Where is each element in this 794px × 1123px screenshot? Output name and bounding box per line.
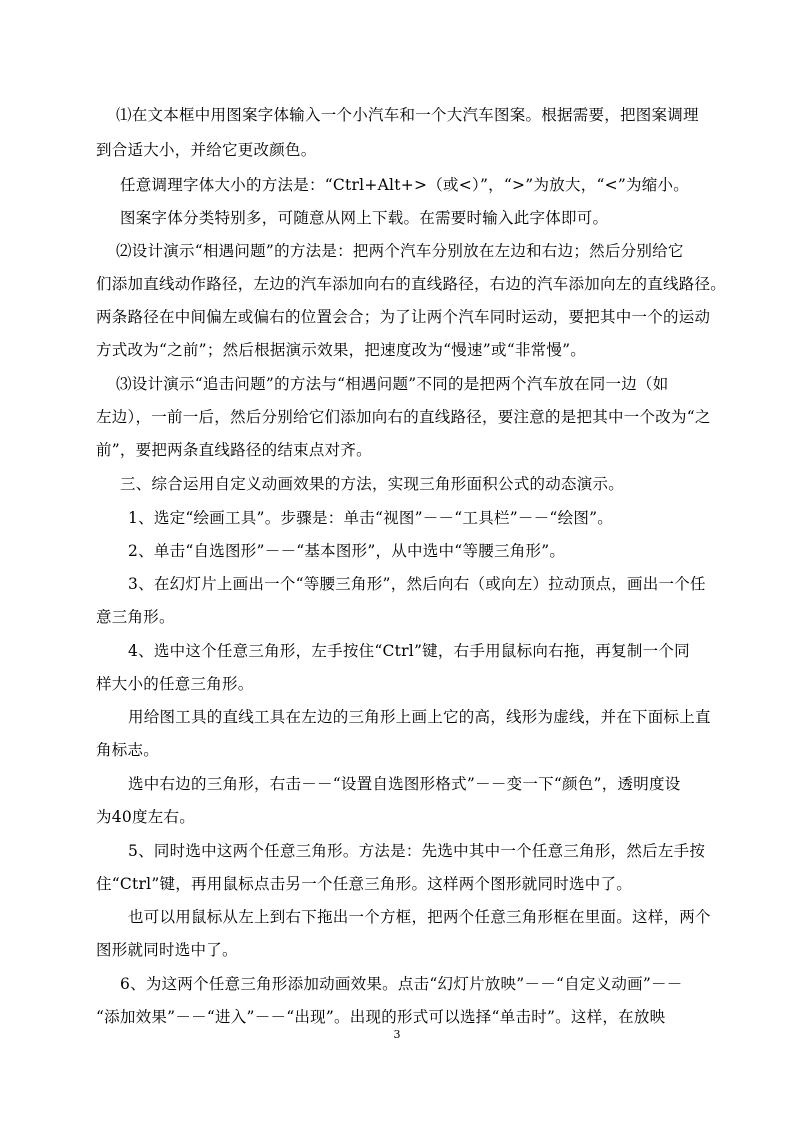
text-line: 意三角形。 [96,608,175,626]
text-line: 住“Ctrl”键，再用鼠标点击另一个任意三角形。这样两个图形就同时选中了。 [96,875,633,893]
text-line: 图形就同时选中了。 [96,941,238,959]
text-line: 角标志。 [96,741,160,759]
text-line: 左边），一前一后，然后分别给它们添加向右的直线路径，要注意的是把其中一个改为“之 [96,408,711,426]
page-number: 3 [393,1028,401,1041]
text-line: 也可以用鼠标从左上到右下拖出一个方框，把两个任意三角形框在里面。这样，两个 [128,908,711,926]
text-line: ⑵设计演示“相遇问题”的方法是：把两个汽车分别放在左边和右边；然后分别给它 [116,242,684,260]
text-line: 任意调理字体大小的方法是：“Ctrl+Alt+>（或<）”，“>”为放大，“<”为缩小。 [120,176,690,194]
text-line: 样大小的任意三角形。 [96,675,254,693]
text-line: 6、为这两个任意三角形添加动画效果。点击“幻灯片放映”－－“自定义动画”－－ [120,975,683,993]
text-line: 图案字体分类特别多，可随意从网上下载。在需要时输入此字体即可。 [120,209,609,227]
text-line: 2、单击“自选图形”－－“基本图形”，从中选中“等腰三角形”。 [128,542,566,560]
text-line: 为40度左右。 [96,808,195,826]
text-line: 选中右边的三角形，右击－－“设置自选图形格式”－－变一下“颜色”，透明度设 [128,775,681,793]
text-line: 到合适大小，并给它更改颜色。 [96,141,317,159]
text-line: ⑶设计演示“追击问题”的方法与“相遇问题”不同的是把两个汽车放在同一边（如 [116,375,669,393]
text-line: 用给图工具的直线工具在左边的三角形上画上它的高，线形为虚线，并在下面标上直 [128,708,711,726]
text-line: 3、在幻灯片上画出一个“等腰三角形”，然后向右（或向左）拉动顶点，画出一个任 [128,575,706,593]
text-line: 两条路径在中间偏左或偏右的位置会合；为了让两个汽车同时运动，要把其中一个的运动 [96,308,711,326]
text-line: 方式改为“之前”；然后根据演示效果，把速度改为“慢速”或“非常慢”。 [96,341,587,359]
text-line: 1、选定“绘画工具”。步骤是：单击“视图”－－“工具栏”－－“绘图”。 [128,509,614,527]
text-line: 前”，要把两条直线路径的结束点对齐。 [96,441,372,459]
text-line: 5、同时选中这两个任意三角形。方法是：先选中其中一个任意三角形，然后左手按 [128,842,706,860]
text-line: 4、选中这个任意三角形，左手按住“Ctrl”键，右手用鼠标向右拖，再复制一个同 [128,642,690,660]
text-line: “添加效果”－－“进入”－－“出现”。出现的形式可以选择“单击时”。这样，在放映 [96,1008,666,1026]
section-heading: 三、综合运用自定义动画效果的方法，实现三角形面积公式的动态演示。 [120,475,625,493]
text-line: 们添加直线动作路径，左边的汽车添加向右的直线路径，右边的汽车添加向左的直线路径。 [96,275,727,293]
text-line: ⑴在文本框中用图案字体输入一个小汽车和一个大汽车图案。根据需要，把图案调理 [116,106,699,124]
